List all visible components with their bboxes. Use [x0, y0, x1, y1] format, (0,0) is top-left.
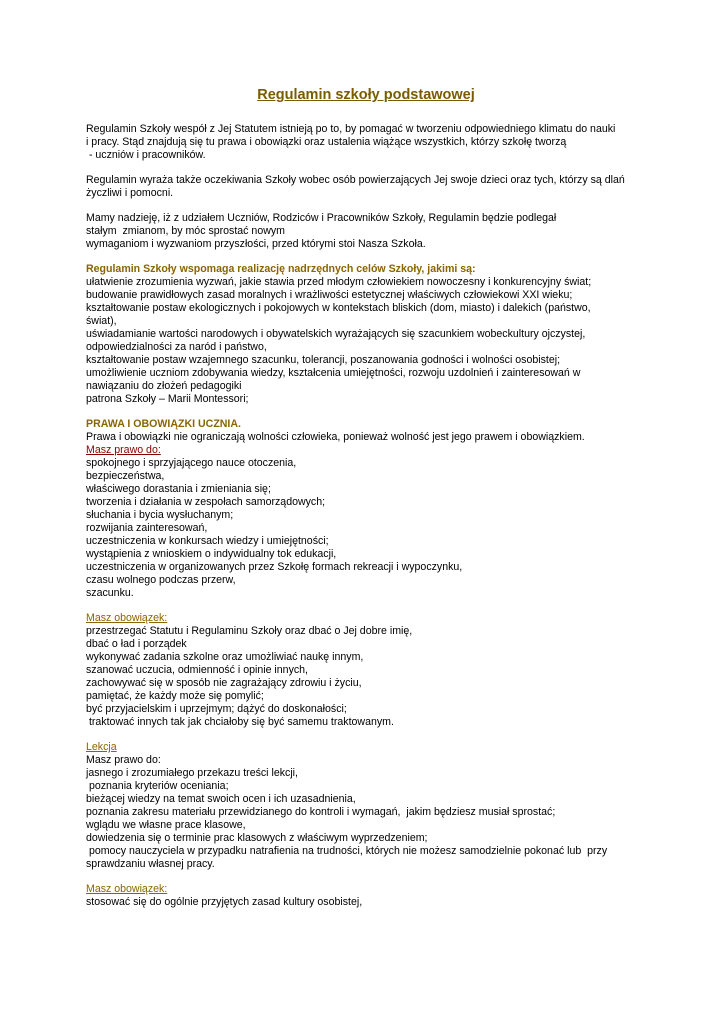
goals-item: budowanie prawidłowych zasad moralnych i wrażliwości estetycznej właściwych człowiekowi XXI wieku; [86, 289, 573, 301]
student-right-item: spokojnego i sprzyjającego nauce otoczenia, [86, 457, 297, 469]
hope-line: stałym zmianom, by móc sprostać nowym [86, 225, 285, 237]
lesson-right-item: poznania zakresu materiału przewidzianego do kontroli i wymagań, jakim będziesz musiał sprostać; [86, 806, 556, 818]
intro-line: - uczniów i pracowników. [86, 149, 206, 161]
goals-item: umożliwienie uczniom zdobywania wiedzy, kształcenia umiejętności, rozwoju uzdolnień i zainteresowań w [86, 367, 581, 379]
student-duty-item: zachowywać się w sposób nie zagrażający zdrowiu i życiu, [86, 677, 362, 689]
student-heading: PRAWA I OBOWIĄZKI UCZNIA. [86, 418, 241, 430]
expectations-line: Regulamin wyraża także oczekiwania Szkoły wobec osób powierzających Jej swoje dzieci oraz tych, którzy są dlań [86, 174, 625, 186]
student-duty-item: wykonywać zadania szkolne oraz umożliwiać naukę innym, [86, 651, 364, 663]
document-title: Regulamin szkoły podstawowej [257, 87, 475, 103]
student-right-item: uczestniczenia w konkursach wiedzy i umiejętności; [86, 535, 329, 547]
goals-heading: Regulamin Szkoły wspomaga realizację nadrzędnych celów Szkoły, jakimi są: [86, 263, 476, 275]
lesson-rights-heading: Masz prawo do: [86, 754, 161, 766]
lesson-right-item: poznania kryteriów oceniania; [86, 780, 229, 792]
lesson-right-item: wglądu we własne prace klasowe, [86, 819, 246, 831]
student-right-item: właściwego dorastania i zmieniania się; [86, 483, 271, 495]
lesson-duty-item: stosować się do ogólnie przyjętych zasad kultury osobistej, [86, 896, 363, 908]
goals-item: ułatwienie zrozumienia wyzwań, jakie stawia przed młodym człowiekiem nowoczesny i konkurencyjny świat; [86, 276, 592, 288]
student-right-item: słuchania i bycia wysłuchanym; [86, 509, 234, 521]
student-duty-item: dbać o ład i porządek [86, 638, 187, 650]
student-section [86, 418, 646, 600]
goals-item: kształtowanie postaw wzajemnego szacunku, tolerancji, poszanowania godności i wolności osobistej; [86, 354, 561, 366]
lesson-right-item: dowiedzenia się o terminie prac klasowych z właściwym wyprzedzeniem; [86, 832, 428, 844]
student-duty-item: traktować innych tak jak chciałoby się być samemu traktowanym. [86, 716, 394, 728]
intro-line: Regulamin Szkoły wespół z Jej Statutem istnieją po to, by pomagać w tworzeniu odpowiedniego klimatu do nauki [86, 123, 616, 135]
expectations-line: życzliwi i pomocni. [86, 187, 174, 199]
intro-paragraph [86, 123, 646, 162]
document-page [86, 86, 646, 921]
lesson-right-item: sprawdzaniu własnej pracy. [86, 858, 215, 870]
lesson-right-item: jasnego i zrozumiałego przekazu treści lekcji, [86, 767, 298, 779]
lesson-right-item: pomocy nauczyciela w przypadku natrafienia na trudności, których nie możesz samodzielnie pokonać lub przy [86, 845, 608, 857]
lesson-duties-heading: Masz obowiązek: [86, 883, 168, 895]
goals-section [86, 263, 646, 406]
lesson-heading: Lekcja [86, 741, 117, 753]
goals-item: odpowiedzialności za naród i państwo, [86, 341, 267, 353]
student-duty-item: szanować uczucia, odmienność i opinie innych, [86, 664, 309, 676]
student-right-item: bezpieczeństwa, [86, 470, 165, 482]
goals-item: kształtowanie postaw ekologicznych i pokojowych w kontekstach bliskich (dom, miasto) i dalekich (państwo, [86, 302, 591, 314]
expectations-paragraph [86, 174, 646, 200]
goals-item: patrona Szkoły – Marii Montessori; [86, 393, 249, 405]
student-duty-item: pamiętać, że każdy może się pomylić; [86, 690, 264, 702]
lesson-section [86, 741, 646, 871]
student-duties-heading: Masz obowiązek: [86, 612, 168, 624]
student-right-item: tworzenia i działania w zespołach samorządowych; [86, 496, 326, 508]
student-right-item: rozwijania zainteresowań, [86, 522, 208, 534]
student-right-item: szacunku. [86, 587, 134, 599]
lesson-right-item: bieżącej wiedzy na temat swoich ocen i ich uzasadnienia, [86, 793, 356, 805]
student-right-item: uczestniczenia w organizowanych przez Szkołę formach rekreacji i wypoczynku, [86, 561, 463, 573]
goals-item: świat), [86, 315, 117, 327]
hope-line: Mamy nadzieję, iż z udziałem Uczniów, Rodziców i Pracowników Szkoły, Regulamin będzie podlegał [86, 212, 557, 224]
lesson-duties-section [86, 883, 646, 909]
hope-line: wymaganiom i wyzwaniom przyszłości, przed którymi stoi Nasza Szkoła. [86, 238, 426, 250]
student-duty-item: przestrzegać Statutu i Regulaminu Szkoły oraz dbać o Jej dobre imię, [86, 625, 413, 637]
student-duties-section [86, 612, 646, 729]
goals-item: nawiązaniu do złożeń pedagogiki [86, 380, 242, 392]
student-intro: Prawa i obowiązki nie ograniczają wolności człowieka, ponieważ wolność jest jego prawem i obowiązkiem. [86, 431, 585, 443]
student-right-item: wystąpienia z wnioskiem o indywidualny tok edukacji, [86, 548, 337, 560]
student-right-item: czasu wolnego podczas przerw, [86, 574, 236, 586]
student-duty-item: być przyjacielskim i uprzejmym; dążyć do doskonałości; [86, 703, 347, 715]
intro-line: i pracy. Stąd znajdują się tu prawa i obowiązki oraz ustalenia wiążące wszystkich, którzy szkołę tworzą [86, 136, 567, 148]
student-rights-heading: Masz prawo do: [86, 444, 161, 456]
hope-paragraph [86, 212, 646, 251]
goals-item: uświadamianie wartości narodowych i obywatelskich wyrażających się szacunkiem wobeckultury ojczystej, [86, 328, 586, 340]
